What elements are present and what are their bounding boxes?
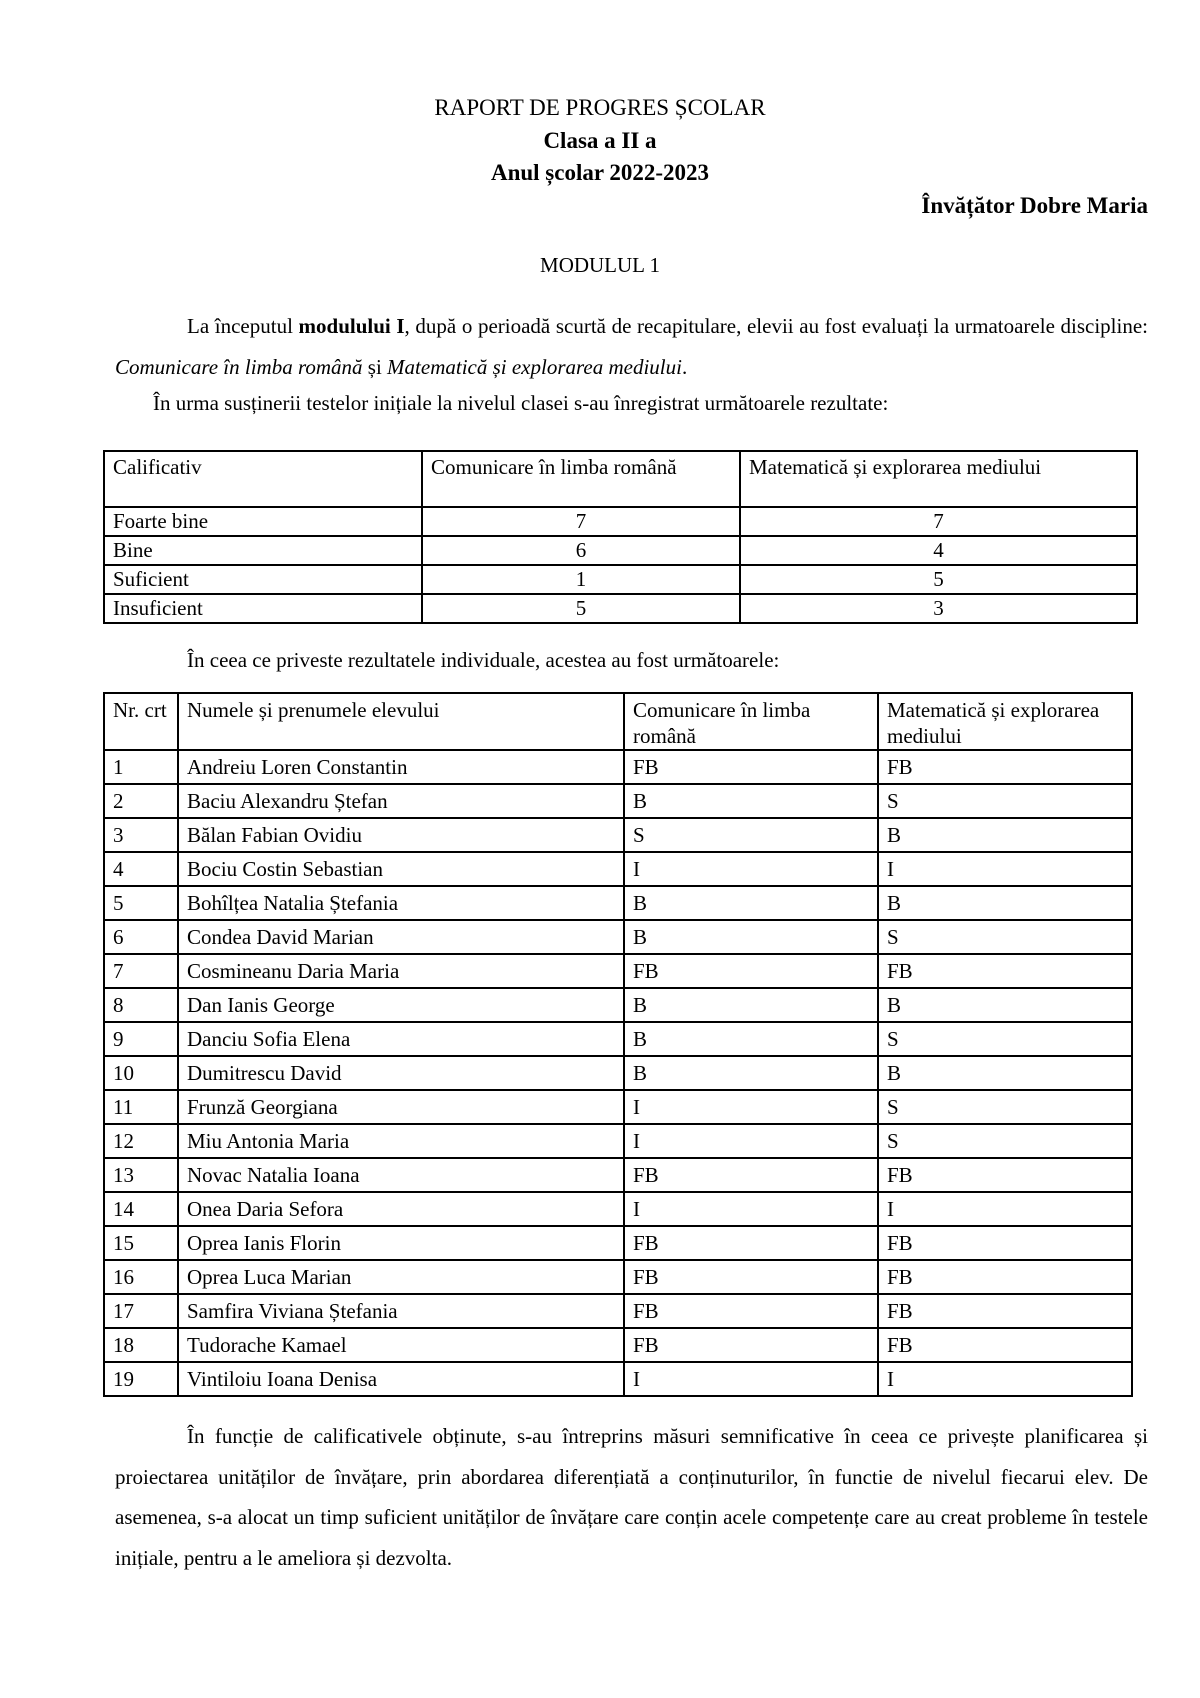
row-number: 4 — [104, 852, 178, 886]
grade-romanian: FB — [624, 1328, 878, 1362]
row-number: 18 — [104, 1328, 178, 1362]
grade-romanian: I — [624, 1192, 878, 1226]
student-name: Dumitrescu David — [178, 1056, 624, 1090]
student-name: Bociu Costin Sebastian — [178, 852, 624, 886]
student-name: Dan Ianis George — [178, 988, 624, 1022]
grade-math: S — [878, 1022, 1132, 1056]
table-row — [104, 1090, 1132, 1124]
summary-cell: 4 — [740, 536, 1137, 565]
grade-romanian: FB — [624, 954, 878, 988]
students-header-cell: Comunicare în limba română — [624, 693, 878, 750]
row-number: 15 — [104, 1226, 178, 1260]
students-header-cell: Numele și prenumele elevului — [178, 693, 624, 750]
summary-row — [104, 565, 1137, 594]
row-number: 5 — [104, 886, 178, 920]
grade-math: B — [878, 988, 1132, 1022]
table-row — [104, 852, 1132, 886]
grade-romanian: B — [624, 920, 878, 954]
grade-math: FB — [878, 750, 1132, 784]
class-name: Clasa a II a — [543, 128, 657, 153]
student-name: Oprea Luca Marian — [178, 1260, 624, 1294]
table-row — [104, 1022, 1132, 1056]
summary-cell: 5 — [740, 565, 1137, 594]
row-number: 13 — [104, 1158, 178, 1192]
row-number: 12 — [104, 1124, 178, 1158]
student-name: Oprea Ianis Florin — [178, 1226, 624, 1260]
grade-math: FB — [878, 1158, 1132, 1192]
student-name: Onea Daria Sefora — [178, 1192, 624, 1226]
summary-cell: 7 — [422, 507, 740, 536]
student-name: Vintiloiu Ioana Denisa — [178, 1362, 624, 1396]
intro-part1: La începutul — [187, 314, 299, 338]
row-number: 16 — [104, 1260, 178, 1294]
grade-math: S — [878, 920, 1132, 954]
grade-math: FB — [878, 1260, 1132, 1294]
table-row — [104, 886, 1132, 920]
grade-romanian: B — [624, 1056, 878, 1090]
summary-row — [104, 507, 1137, 536]
students-header-row — [104, 693, 1132, 750]
conclusion-paragraph — [115, 1416, 1148, 1578]
intro-paragraph — [115, 306, 1148, 388]
table-row — [104, 1328, 1132, 1362]
table-row — [104, 920, 1132, 954]
intro-subject1: Comunicare în limba română — [115, 355, 363, 379]
grade-math: S — [878, 1124, 1132, 1158]
intro-subject2: Matematică și explorarea mediului — [387, 355, 682, 379]
summary-header-cell: Comunicare în limba română — [422, 451, 740, 507]
student-name: Bălan Fabian Ovidiu — [178, 818, 624, 852]
student-name: Bohîlțea Natalia Ștefania — [178, 886, 624, 920]
table-row — [104, 1056, 1132, 1090]
row-number: 14 — [104, 1192, 178, 1226]
row-number: 8 — [104, 988, 178, 1022]
students-table-body — [104, 750, 1132, 1396]
student-name: Novac Natalia Ioana — [178, 1158, 624, 1192]
grade-romanian: FB — [624, 750, 878, 784]
summary-cell: 6 — [422, 536, 740, 565]
summary-table — [103, 450, 1138, 624]
student-name: Danciu Sofia Elena — [178, 1022, 624, 1056]
table-row — [104, 1362, 1132, 1396]
grade-math: FB — [878, 1226, 1132, 1260]
grade-math: I — [878, 852, 1132, 886]
student-name: Andreiu Loren Constantin — [178, 750, 624, 784]
grade-romanian: FB — [624, 1226, 878, 1260]
summary-cell: 3 — [740, 594, 1137, 623]
student-name: Samfira Viviana Ștefania — [178, 1294, 624, 1328]
grade-romanian: I — [624, 852, 878, 886]
student-name: Frunză Georgiana — [178, 1090, 624, 1124]
summary-cell: 7 — [740, 507, 1137, 536]
grade-math: I — [878, 1192, 1132, 1226]
grade-math: S — [878, 1090, 1132, 1124]
grade-math: FB — [878, 1328, 1132, 1362]
intro-end: . — [681, 355, 688, 379]
row-number: 19 — [104, 1362, 178, 1396]
table-row — [104, 1226, 1132, 1260]
grade-math: B — [878, 818, 1132, 852]
report-title: RAPORT DE PROGRES ȘCOLAR — [434, 95, 766, 120]
module-title: MODULUL 1 — [540, 253, 660, 277]
grade-romanian: B — [624, 1022, 878, 1056]
grade-romanian: I — [624, 1090, 878, 1124]
summary-cell: Bine — [104, 536, 422, 565]
grade-romanian: I — [624, 1362, 878, 1396]
grade-romanian: FB — [624, 1260, 878, 1294]
grade-romanian: B — [624, 988, 878, 1022]
intro-part2: , după o perioadă scurtă de recapitulare, elevii au fost evaluați la urmatoarele discipline: — [404, 314, 1149, 338]
table-row — [104, 818, 1132, 852]
row-number: 2 — [104, 784, 178, 818]
table-row — [104, 1294, 1132, 1328]
grade-math: FB — [878, 954, 1132, 988]
row-number: 11 — [104, 1090, 178, 1124]
row-number: 10 — [104, 1056, 178, 1090]
summary-row — [104, 594, 1137, 623]
students-header-cell: Matematică și explorarea mediului — [878, 693, 1132, 750]
table-row — [104, 954, 1132, 988]
intro-and: și — [362, 355, 388, 379]
summary-cell: 1 — [422, 565, 740, 594]
grade-math: S — [878, 784, 1132, 818]
student-name: Condea David Marian — [178, 920, 624, 954]
grade-romanian: B — [624, 886, 878, 920]
table-row — [104, 1124, 1132, 1158]
grade-romanian: S — [624, 818, 878, 852]
intro2-paragraph: În urma susținerii testelor inițiale la nivelul clasei s-au înregistrat următoarele rezultate: — [153, 391, 889, 415]
grade-romanian: I — [624, 1124, 878, 1158]
grade-romanian: B — [624, 784, 878, 818]
row-number: 1 — [104, 750, 178, 784]
table-row — [104, 1192, 1132, 1226]
row-number: 3 — [104, 818, 178, 852]
row-number: 7 — [104, 954, 178, 988]
summary-cell: Suficient — [104, 565, 422, 594]
students-header-cell: Nr. crt — [104, 693, 178, 750]
summary-cell: 5 — [422, 594, 740, 623]
grade-math: FB — [878, 1294, 1132, 1328]
conclusion-text: În funcție de calificativele obținute, s-au întreprins măsuri semnificative în ceea ce privește planificarea și proiectarea unităților de învățare, prin abordarea diferențiată a conținuturilor, în functie de nivelul fiecarui elev. De asemenea, s-a alocat un timp suficient unităților de învățare care conțin acele competențe care au creat probleme în testele inițiale, pentru a le ameliora și dezvolta. — [115, 1424, 1148, 1570]
grade-math: B — [878, 1056, 1132, 1090]
grade-romanian: FB — [624, 1158, 878, 1192]
intro-bold: modulului I — [298, 314, 405, 338]
student-name: Miu Antonia Maria — [178, 1124, 624, 1158]
table-row — [104, 784, 1132, 818]
students-table — [103, 692, 1133, 1397]
school-year: Anul școlar 2022-2023 — [490, 160, 710, 185]
student-name: Cosmineanu Daria Maria — [178, 954, 624, 988]
summary-header-cell: Calificativ — [104, 451, 422, 507]
summary-header-row — [104, 451, 1137, 507]
grade-romanian: FB — [624, 1294, 878, 1328]
row-number: 17 — [104, 1294, 178, 1328]
intro3-paragraph: În ceea ce priveste rezultatele individuale, acestea au fost următoarele: — [187, 648, 780, 672]
grade-math: B — [878, 886, 1132, 920]
table-row — [104, 988, 1132, 1022]
grade-math: I — [878, 1362, 1132, 1396]
summary-row — [104, 536, 1137, 565]
summary-header-cell: Matematică și explorarea mediului — [740, 451, 1137, 507]
row-number: 9 — [104, 1022, 178, 1056]
teacher-name: Învățător Dobre Maria — [921, 193, 1148, 218]
table-row — [104, 1260, 1132, 1294]
table-row — [104, 750, 1132, 784]
table-row — [104, 1158, 1132, 1192]
student-name: Tudorache Kamael — [178, 1328, 624, 1362]
summary-cell: Foarte bine — [104, 507, 422, 536]
summary-cell: Insuficient — [104, 594, 422, 623]
student-name: Baciu Alexandru Ștefan — [178, 784, 624, 818]
row-number: 6 — [104, 920, 178, 954]
